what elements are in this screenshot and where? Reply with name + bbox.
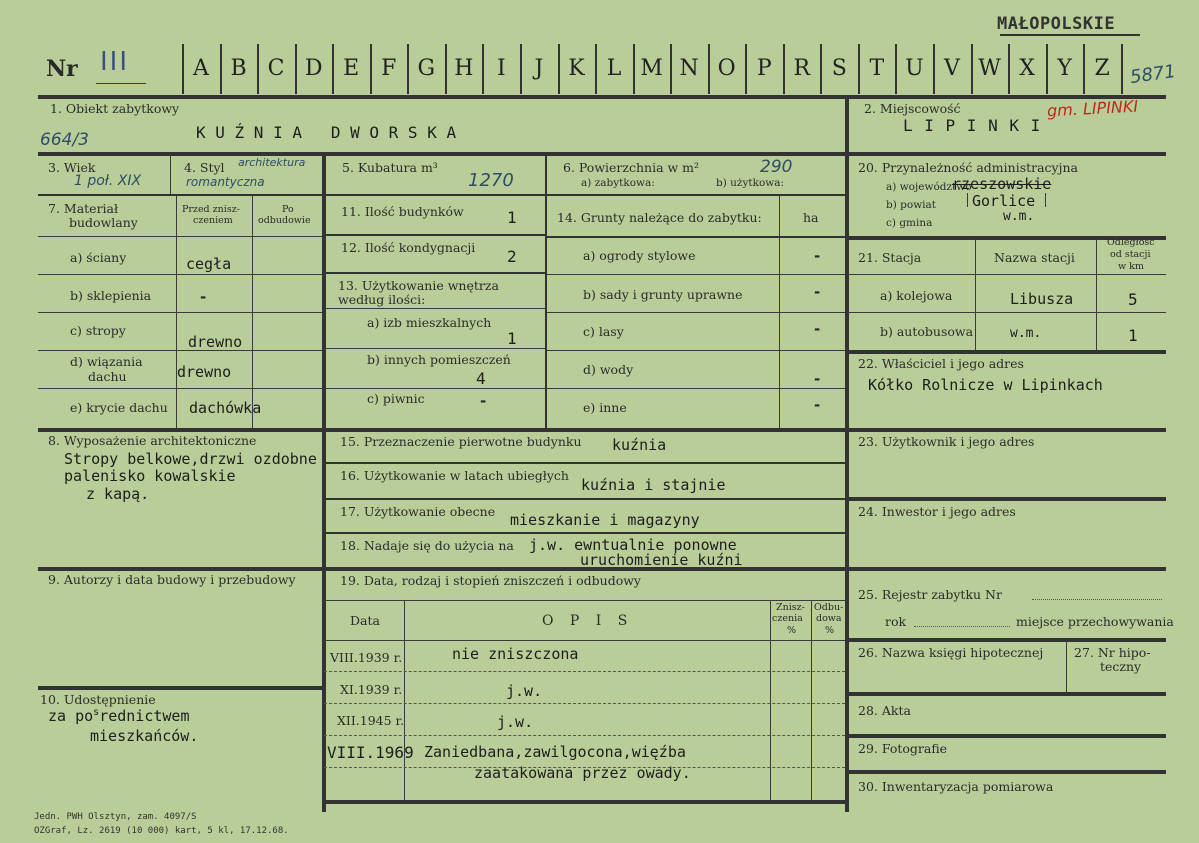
s24-label: 24. Inwestor i jego adres	[858, 504, 1016, 519]
alphabet-letter-w: W	[978, 56, 1001, 81]
s25-label: 25. Rejestr zabytku Nr	[858, 587, 1002, 602]
s21-col-name: Nazwa stacji	[994, 250, 1075, 265]
s13-label-b: według ilości:	[338, 292, 426, 307]
s6-label: 6. Powierzchnia w m²	[563, 160, 700, 175]
s19-col-rebuild-b: dowa	[816, 613, 842, 624]
s7-col-after-b: odbudowie	[258, 215, 311, 226]
alphabet-letter-z: Z	[1094, 56, 1110, 81]
alphabet-letter-l: L	[606, 56, 622, 81]
s14-row-other-label: e) inne	[583, 400, 627, 415]
s19-col-date: Data	[350, 613, 380, 628]
s12-value: 2	[507, 247, 517, 266]
s18-label: 18. Nadaje się do użycia na	[340, 538, 514, 553]
s8-line-1: Stropy belkowe,drzwi ozdobne	[64, 450, 317, 468]
s16-label: 16. Użytkowanie w latach ubiegłych	[340, 468, 569, 483]
s8-line-3: z kapą.	[86, 485, 150, 503]
s20-label: 20. Przynależność administracyjna	[858, 160, 1078, 175]
s13-row-other-label: b) innych pomieszczeń	[367, 352, 511, 367]
s15-label: 15. Przeznaczenie pierwotne budynku	[340, 434, 582, 449]
alphabet-letter-e: E	[343, 56, 360, 81]
alphabet-letter-y: Y	[1057, 56, 1072, 81]
s14-row-forests-label: c) lasy	[583, 324, 624, 339]
alphabet-letter-t: T	[869, 56, 885, 81]
s20-c-label: c) gmina	[886, 217, 933, 229]
s18-value-2: uruchomienie kuźni	[580, 551, 743, 569]
alphabet-letter-s: S	[831, 56, 847, 81]
alphabet-letter-i: I	[497, 56, 506, 81]
s12-label: 12. Ilość kondygnacji	[341, 240, 476, 255]
s21-row-bus-dist: 1	[1128, 326, 1138, 345]
s8-label: 8. Wyposażenie architektoniczne	[48, 433, 257, 448]
s13-row-other-value: 4	[476, 369, 486, 388]
s7-col-before-a: Przed znisz-	[182, 204, 240, 215]
s19-row-3-desc: j.w.	[497, 713, 534, 731]
s21-col-dist-b: od stacji	[1110, 249, 1151, 260]
s2-label: 2. Miejscowość	[864, 101, 961, 116]
s4-value-b: romantyczna	[186, 175, 265, 189]
s20-a-label: a) województwo	[886, 181, 972, 193]
s13-row-rooms-label: a) izb mieszkalnych	[367, 315, 492, 330]
s4-label: 4. Styl	[184, 160, 225, 175]
alphabet-letter-x: X	[1019, 56, 1035, 81]
s23-label: 23. Użytkownik i jego adres	[858, 434, 1035, 449]
footer-line-2: OZGraf, Lz. 2619 (10 000) kart, 5 kl, 17.12.68.	[34, 826, 289, 836]
alphabet-letter-d: D	[304, 56, 323, 81]
s7-row-ceilings-before: drewno	[188, 333, 243, 351]
s19-row-1-date: VIII.1939 r.	[330, 650, 403, 665]
alphabet-letter-h: H	[454, 56, 474, 81]
side-number: 5871	[1128, 60, 1178, 89]
s21-label: 21. Stacja	[858, 250, 922, 265]
region-stamp: MAŁOPOLSKIE	[997, 14, 1116, 34]
s10-line-2: mieszkańców.	[90, 727, 199, 745]
alphabet-letter-n: N	[679, 56, 699, 81]
s21-row-bus-label: b) autobusowa	[880, 324, 974, 339]
s19-col-rebuild-c: %	[825, 625, 835, 636]
s19-row-4-desc: Zaniedbana,zawilgocona,więźba	[424, 743, 686, 761]
s7-row-vaults-label: b) sklepienia	[70, 288, 152, 303]
s20-c-value: w.m.	[1003, 209, 1035, 224]
s30-label: 30. Inwentaryzacja pomiarowa	[858, 779, 1054, 794]
s1-label: 1. Obiekt zabytkowy	[50, 101, 180, 116]
s1-value: K U Ź N I A D W O R S K A	[196, 123, 457, 142]
s4-value-a: architektura	[238, 156, 306, 169]
s11-value: 1	[507, 208, 517, 227]
s14-row-other-value: -	[814, 396, 821, 414]
s16-value: kuźnia i stajnie	[581, 476, 726, 494]
s7-col-after-a: Po	[282, 204, 294, 215]
s14-row-waters-value: -	[814, 370, 821, 388]
alphabet-letter-o: O	[717, 56, 736, 81]
alphabet-letter-a: A	[193, 56, 209, 81]
s19-col-desc: O P I S	[542, 613, 634, 629]
s17-label: 17. Użytkowanie obecne	[340, 504, 496, 519]
s7-row-vaults-before: -	[200, 288, 207, 306]
s19-col-destr-a: Znisz-	[776, 602, 805, 613]
s7-row-roof-before: dachówka	[189, 399, 262, 417]
s22-value: Kółko Rolnicze w Lipinkach	[868, 376, 1103, 394]
s19-col-destr-b: czenia	[772, 613, 803, 624]
alphabet-letter-u: U	[905, 56, 924, 81]
s5-label: 5. Kubatura m³	[342, 160, 438, 175]
s3-label: 3. Wiek	[48, 160, 96, 175]
s20-b-label: b) powiat	[886, 199, 937, 211]
s27-label-a: 27. Nr hipo-	[1074, 645, 1151, 660]
s21-row-bus-name: w.m.	[1010, 326, 1042, 341]
nr-value: III	[100, 47, 130, 77]
s21-row-rail-name: Libusza	[1010, 290, 1074, 308]
s14-row-waters-label: d) wody	[583, 362, 634, 377]
s18-value-1: j.w. ewntualnie ponowne	[529, 536, 737, 554]
alphabet-letter-p: P	[756, 56, 772, 81]
s27-label-b: teczny	[1100, 659, 1142, 674]
s19-label: 19. Data, rodzaj i stopień zniszczeń i odbudowy	[340, 573, 641, 588]
s7-row-truss-label-a: d) wiązania	[70, 354, 143, 369]
s14-row-forests-value: -	[814, 320, 821, 338]
s19-row-2-date: XI.1939 r.	[340, 682, 403, 697]
s5-value: 1270	[468, 170, 514, 191]
s19-row-2-desc: j.w.	[506, 682, 543, 700]
s29-label: 29. Fotografie	[858, 741, 948, 756]
s13-label-a: 13. Użytkowanie wnętrza	[338, 278, 499, 293]
s19-row-1-desc: nie zniszczona	[452, 645, 579, 663]
s28-label: 28. Akta	[858, 703, 911, 718]
alphabet-letter-g: G	[417, 56, 436, 81]
s6-value: 290	[760, 157, 793, 177]
alphabet-letter-k: K	[568, 56, 585, 81]
alphabet-letter-v: V	[944, 56, 960, 81]
s9-label: 9. Autorzy i data budowy i przebudowy	[48, 572, 296, 587]
s20-b-value: Gorlice	[972, 192, 1036, 210]
s6-a: a) zabytkowa:	[581, 177, 655, 189]
s13-row-cellar-label: c) piwnic	[367, 391, 425, 406]
s3-value: 1 poł. XIX	[74, 173, 142, 189]
s21-col-dist-c: w km	[1118, 261, 1144, 272]
s20-a-value: rzeszowskie	[952, 175, 1052, 193]
s17-value: mieszkanie i magazyny	[510, 511, 700, 529]
s14-label: 14. Grunty należące do zabytku:	[557, 210, 762, 225]
s1-ref: 664/3	[40, 130, 89, 150]
s7-col-before-b: czeniem	[193, 215, 233, 226]
s19-col-rebuild-a: Odbu-	[814, 602, 844, 613]
s7-row-ceilings-label: c) stropy	[70, 323, 126, 338]
s7-row-truss-label-b: dachu	[88, 369, 127, 384]
s7-row-walls-label: a) ściany	[70, 250, 127, 265]
footer-line-1: Jedn. PWH Olsztyn, zam. 4097/S	[34, 812, 197, 822]
s14-row-orchards-value: -	[814, 283, 821, 301]
s21-row-rail-dist: 5	[1128, 290, 1138, 309]
s21-row-rail-label: a) kolejowa	[880, 288, 953, 303]
alphabet-letter-m: M	[640, 56, 663, 81]
s15-value: kuźnia	[612, 436, 667, 454]
alphabet-letter-c: C	[267, 56, 285, 81]
s7-label-b: budowlany	[69, 215, 138, 230]
s2-value: L I P I N K I	[903, 116, 1042, 135]
s11-label: 11. Ilość budynków	[341, 204, 464, 219]
s14-row-gardens-value: -	[814, 247, 821, 265]
s13-row-cellar-value: -	[480, 392, 487, 410]
s8-line-2: palenisko kowalskie	[64, 467, 236, 485]
s19-col-destr-c: %	[787, 625, 797, 636]
alphabet-letter-f: F	[381, 56, 397, 81]
s13-row-rooms-value: 1	[507, 329, 517, 348]
s14-row-orchards-label: b) sady i grunty uprawne	[583, 287, 743, 302]
nr-label: Nr	[46, 56, 78, 82]
s26-label: 26. Nazwa księgi hipotecznej	[858, 645, 1044, 660]
s7-row-walls-before: cegła	[186, 255, 232, 273]
s19-row-3-date: XII.1945 r.	[337, 713, 405, 728]
s25-line2-a: rok	[885, 614, 907, 629]
s14-unit: ha	[803, 210, 819, 225]
s7-label-a: 7. Materiał	[48, 201, 119, 216]
alphabet-letter-j: J	[534, 56, 544, 81]
alphabet-letter-b: B	[230, 56, 247, 81]
s21-col-dist-a: Odległość	[1107, 237, 1155, 248]
s7-row-truss-before: drewno	[177, 363, 232, 381]
alphabet-letter-r: R	[793, 56, 811, 81]
s10-label: 10. Udostępnienie	[40, 692, 156, 707]
s14-row-gardens-label: a) ogrody stylowe	[583, 248, 696, 263]
s7-row-roof-label: e) krycie dachu	[70, 400, 168, 415]
s22-label: 22. Właściciel i jego adres	[858, 356, 1024, 371]
s19-row-4-date: VIII.1969	[327, 743, 414, 762]
s19-row-4-desc2: zaatakowana przez owady.	[474, 764, 691, 782]
s2-gmina-note: gm. LIPINKI	[1046, 96, 1139, 121]
s10-line-1: za $po^srednictwem$	[48, 707, 190, 725]
s6-b: b) użytkowa:	[716, 177, 785, 189]
s25-line2-b: miejsce przechowywania	[1016, 614, 1174, 629]
